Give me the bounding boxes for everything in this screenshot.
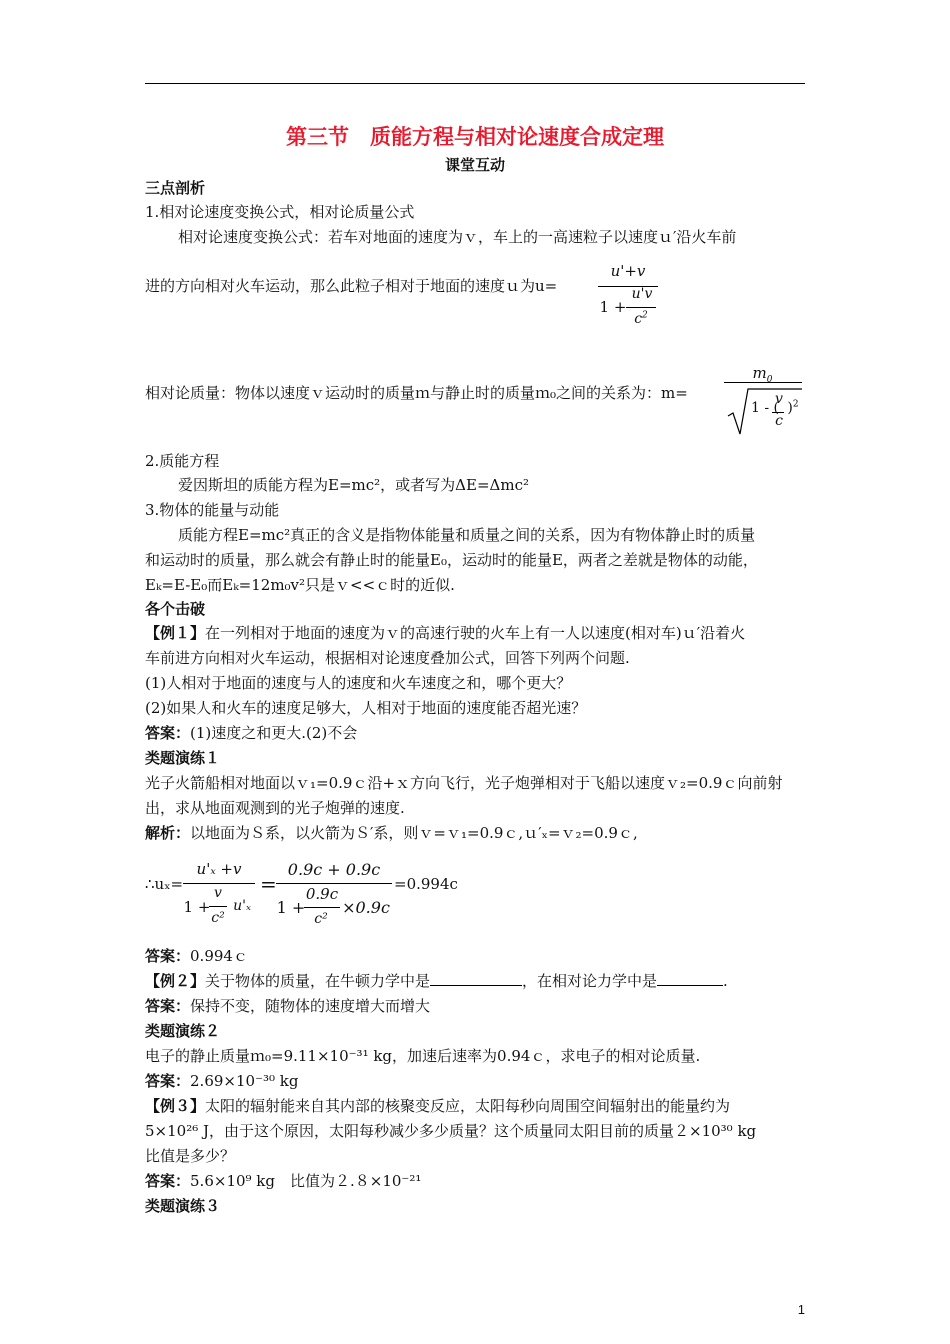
formula2-v: v — [775, 391, 783, 407]
point1-text-b: 进的方向相对火车运动，那么此粒子相对于地面的速度ｕ为u= — [145, 277, 558, 295]
section-heading-breakthrough: 各个击破 — [145, 600, 206, 618]
practice1-analysis: 解析：以地面为Ｓ系，以火箭为Ｓ′系，则ｖ=ｖ₁=0.9ｃ,ｕ′ₓ=ｖ₂=0.9ｃ, — [145, 824, 638, 842]
page-number: 1 — [797, 1302, 805, 1317]
formula2-numerator: $m_0$ — [752, 364, 773, 385]
practice1-text-b: 出，求从地面观测到的光子炮弹的速度. — [145, 799, 405, 817]
formula3-bar2 — [276, 883, 392, 884]
point1-heading: 1.相对论速度变换公式，相对论质量公式 — [145, 203, 415, 221]
formula2-den-left: 1 - ( — [751, 400, 779, 416]
example2-answer: 答案：保持不变，随物体的速度增大而增大 — [145, 997, 431, 1015]
formula3-den1-left: 1 + — [183, 898, 211, 916]
formula3-den1-fbar — [209, 906, 227, 907]
formula3-den2-fn: 0.9c — [305, 885, 339, 903]
example1-question-1: (1)人相对于地面的速度与人的速度和火车速度之和，哪个更大？ — [145, 674, 572, 692]
blank-newtonian — [430, 971, 522, 986]
example1-line-a: 【例１】在一列相对于地面的速度为ｖ的高速行驶的火车上有一人以速度(相对车)ｕ′沿着火 — [145, 624, 746, 642]
point2-text: 爱因斯坦的质能方程为E=mc²，或者写为ΔE=Δmc² — [178, 476, 529, 494]
formula2-c: c — [775, 413, 783, 429]
formula1-den-den: $c^2$ — [634, 310, 648, 327]
example1-line-b: 车前进方向相对火车运动，根据相对论速度叠加公式，回答下列两个问题. — [145, 649, 630, 667]
example2-label: 【例２】 — [145, 972, 206, 990]
formula3-den2-fd: c² — [314, 911, 328, 927]
mass-text: 相对论质量：物体以速度ｖ运动时的质量ｍ与静止时的质量ｍ₀之间的关系为：m= — [145, 384, 688, 402]
point3-text-b: 和运动时的质量，那么就会有静止时的能量E₀，运动时的能量E，两者之差就是物体的动能， — [145, 551, 758, 569]
practice3-heading: 类题演练３ — [145, 1197, 221, 1215]
formula3-den2-fbar — [304, 907, 340, 908]
formula2-close: )$^2$ — [787, 399, 799, 416]
formula3-den1-right: u'ₓ — [233, 898, 251, 914]
formula3-bar1 — [183, 883, 255, 884]
formula3-den1-fd: c² — [211, 910, 225, 926]
example1-question-2: (2)如果人和火车的速度足够大，人相对于地面的速度能否超光速？ — [145, 699, 587, 717]
example1-label: 【例１】 — [145, 624, 206, 642]
formula1-numerator: u'+v — [610, 262, 646, 280]
point3-text-a: 质能方程E=mc²真正的含义是指物体能量和质量之间的关系，因为有物体静止时的质量 — [178, 526, 756, 544]
formula3-result: =0.994c — [394, 875, 458, 893]
practice1-answer: 答案：0.994ｃ — [145, 947, 248, 965]
formula1-den-left: 1 + — [599, 298, 627, 316]
practice1-text-a: 光子火箭船相对地面以ｖ₁=0.9ｃ沿+ｘ方向飞行，光子炮弹相对于飞船以速度ｖ₂=0.9ｃ向前射 — [145, 774, 783, 792]
formula3-num2: 0.9c + 0.9c — [287, 860, 381, 879]
practice2-text: 电子的静止质量ｍ₀=9.11×10⁻³¹ kg，加速后速率为0.94ｃ，求电子的相对论质量. — [145, 1047, 701, 1065]
example3-line-c: 比值是多少？ — [145, 1147, 236, 1165]
example1-answer: 答案：(1)速度之和更大.(2)不会 — [145, 724, 358, 742]
formula3-lead: ∴uₓ= — [145, 875, 184, 893]
example3-answer: 答案：5.6×10⁹ kg 比值为２.８×10⁻²¹ — [145, 1172, 422, 1190]
page-title: 第三节 质能方程与相对论速度合成定理 — [286, 125, 664, 149]
practice1-heading: 类题演练１ — [145, 749, 221, 767]
formula3-equals: = — [260, 872, 277, 896]
point2-heading: 2.质能方程 — [145, 452, 220, 470]
formula3-num1: u'ₓ +v — [196, 860, 242, 878]
point3-text-c: Eₖ=E-E₀而Eₖ=12m₀v²只是ｖ<<ｃ时的近似. — [145, 576, 455, 594]
example2-line: 【例２】关于物体的质量，在牛顿力学中是 ，在相对论力学中是 . — [145, 972, 728, 990]
practice2-answer: 答案：2.69×10⁻³⁰ kg — [145, 1072, 299, 1090]
formula3-den2-left: 1 + — [276, 898, 306, 917]
page-subtitle: 课堂互动 — [444, 156, 505, 174]
example3-line-b: 5×10²⁶ J，由于这个原因，太阳每秒减少多少质量？这个质量同太阳目前的质量２×10³⁰ kg — [145, 1122, 757, 1140]
formula3-den2-right: ×0.9c — [342, 898, 390, 917]
blank-relativistic — [657, 971, 723, 986]
example3-label: 【例３】 — [145, 1097, 206, 1115]
formula1-den-bar — [626, 307, 656, 308]
formula2-bar — [724, 382, 802, 383]
section-heading-analysis: 三点剖析 — [145, 179, 206, 197]
header-rule — [145, 83, 805, 84]
point3-heading: 3.物体的能量与动能 — [145, 501, 280, 519]
practice2-heading: 类题演练２ — [145, 1022, 221, 1040]
formula1-den-num: u'v — [631, 286, 653, 302]
example3-line-a: 【例３】太阳的辐射能来自其内部的核聚变反应，太阳每秒向周围空间辐射出的能量约为 — [145, 1097, 731, 1115]
point1-text-a: 相对论速度变换公式：若车对地面的速度为ｖ，车上的一高速粒子以速度ｕ′沿火车前 — [178, 228, 737, 246]
formula3-den1-fn: v — [214, 885, 222, 901]
